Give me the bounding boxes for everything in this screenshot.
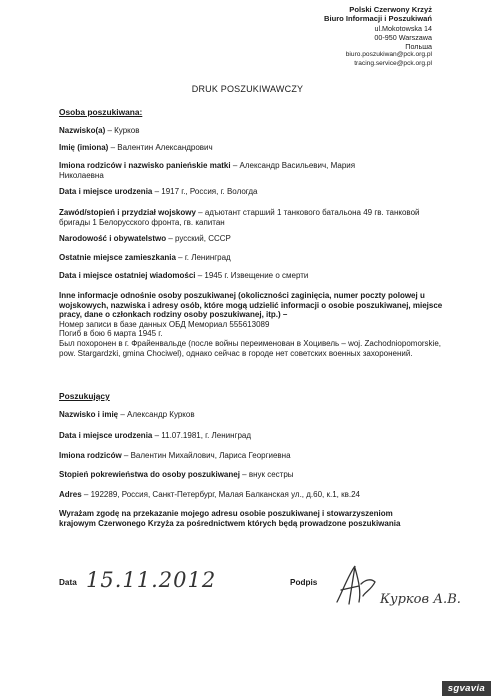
other-line-1: Номер записи в базе данных ОБД Мемориал 555613089 bbox=[59, 319, 270, 329]
field-value: – адъютант старший 1 танкового батальона 49 гв. танковой бригады 1 Белорусского фронта, гв. капитан bbox=[59, 208, 420, 227]
org-name: Polski Czerwony Krzyż bbox=[349, 5, 432, 14]
handwritten-date: 15.11.2012 bbox=[86, 568, 217, 592]
country: Польша bbox=[405, 42, 432, 52]
field-label: Zawód/stopień i przydział wojskowy bbox=[59, 208, 196, 217]
signature-scrawl bbox=[333, 562, 377, 610]
field-military bbox=[59, 208, 451, 227]
field-seeker-parents bbox=[59, 451, 449, 461]
field-label: Imię (imiona) bbox=[59, 143, 109, 152]
other-line-2: Погиб в бою 6 марта 1945 г. bbox=[59, 329, 163, 339]
field-value: – Валентин Александрович bbox=[108, 143, 213, 152]
field-label: Data i miejsce urodzenia bbox=[59, 431, 153, 440]
field-seeker-birth bbox=[59, 431, 449, 441]
field-label: Imiona rodziców i nazwisko panieńskie matki bbox=[59, 161, 231, 170]
field-label: Nazwisko(a) bbox=[59, 126, 106, 135]
handwritten-name: Курков А.В. bbox=[380, 592, 461, 607]
street: ul.Mokotowska 14 bbox=[374, 23, 432, 33]
field-parents bbox=[59, 161, 399, 180]
field-value: – русский, СССР bbox=[166, 234, 231, 243]
field-label: Data i miejsce urodzenia bbox=[59, 187, 153, 196]
field-surname bbox=[59, 126, 449, 136]
field-label: Imiona rodziców bbox=[59, 451, 122, 460]
field-label: Adres bbox=[59, 490, 82, 499]
field-value: – 1945 г. Извещение о смерти bbox=[195, 271, 309, 280]
field-nationality bbox=[59, 234, 449, 244]
field-other-info bbox=[59, 291, 451, 358]
section-seeker: Poszukujący bbox=[59, 391, 110, 401]
field-birth bbox=[59, 187, 449, 197]
section-sought-person: Osoba poszukiwana: bbox=[59, 107, 143, 117]
field-seeker-relation bbox=[59, 470, 449, 480]
field-last-residence bbox=[59, 253, 449, 263]
city: 00-950 Warszawa bbox=[374, 32, 432, 42]
field-label: Ostatnie miejsce zamieszkania bbox=[59, 253, 176, 262]
field-seeker-address bbox=[59, 490, 449, 500]
email-1: biuro.poszukiwan@pck.org.pl bbox=[345, 51, 432, 59]
field-label: Data i miejsce ostatniej wiadomości bbox=[59, 271, 196, 280]
signature-label: Podpis bbox=[290, 578, 318, 587]
form-title: DRUK POSZUKIWAWCZY bbox=[191, 84, 304, 94]
field-value: – 192289, Россия, Санкт-Петербург, Малая Балканская ул., д.60, к.1, кв.24 bbox=[81, 490, 360, 499]
watermark-badge: sgvavia bbox=[442, 681, 491, 696]
other-line-3: Был похоронен в г. Фрайенвальде (после войны переименован в Хоцивель – woj. Zachodniopomorskie, pow. Stargardzki, gmina Chociwel), однако сейчас в городе нет советских военных захоронений. bbox=[59, 338, 442, 358]
field-first-name bbox=[59, 143, 449, 153]
org-address-block bbox=[324, 5, 432, 68]
field-value: – 11.07.1981, г. Ленинград bbox=[152, 431, 252, 440]
field-label: Stopień pokrewieństwa do osoby poszukiwanej bbox=[59, 470, 240, 479]
field-label: Nazwisko i imię bbox=[59, 410, 119, 419]
bureau-name: Biuro Informacji i Poszukiwań bbox=[323, 14, 432, 24]
email-2: tracing.service@pck.org.pl bbox=[354, 59, 432, 67]
field-value: – Александр Курков bbox=[118, 410, 195, 419]
field-last-news bbox=[59, 271, 449, 281]
consent-statement: Wyrażam zgodę na przekazanie mojego adresu osobie poszukiwanej i stowarzyszeniom krajowym Czerwonego Krzyża za pośrednictwem których będą prowadzone poszukiwania bbox=[59, 509, 401, 528]
field-value: – 1917 г., Россия, г. Вологда bbox=[152, 187, 258, 196]
field-seeker-name bbox=[59, 410, 449, 420]
field-value: – внук сестры bbox=[239, 470, 294, 479]
field-value: – Александр Васильевич, Мария Николаевна bbox=[59, 161, 356, 180]
field-value: – Курков bbox=[105, 126, 140, 135]
field-label: Narodowość i obywatelstwo bbox=[59, 234, 167, 243]
date-label: Data bbox=[59, 578, 77, 587]
field-value: – Валентин Михайлович, Лариса Георгиевна bbox=[121, 451, 291, 460]
field-value: – г. Ленинград bbox=[175, 253, 231, 262]
field-label: Inne informacje odnośnie osoby poszukiwanej (okoliczności zaginięcia, numer poczty polowej u wojskowych, nazwiska i adresy osób, które mogą udzielić informacji o osobie poszukiwanej, miejsce pracy, dane o członkach rodziny osoby poszukiwanej, itp.) – bbox=[59, 291, 443, 320]
